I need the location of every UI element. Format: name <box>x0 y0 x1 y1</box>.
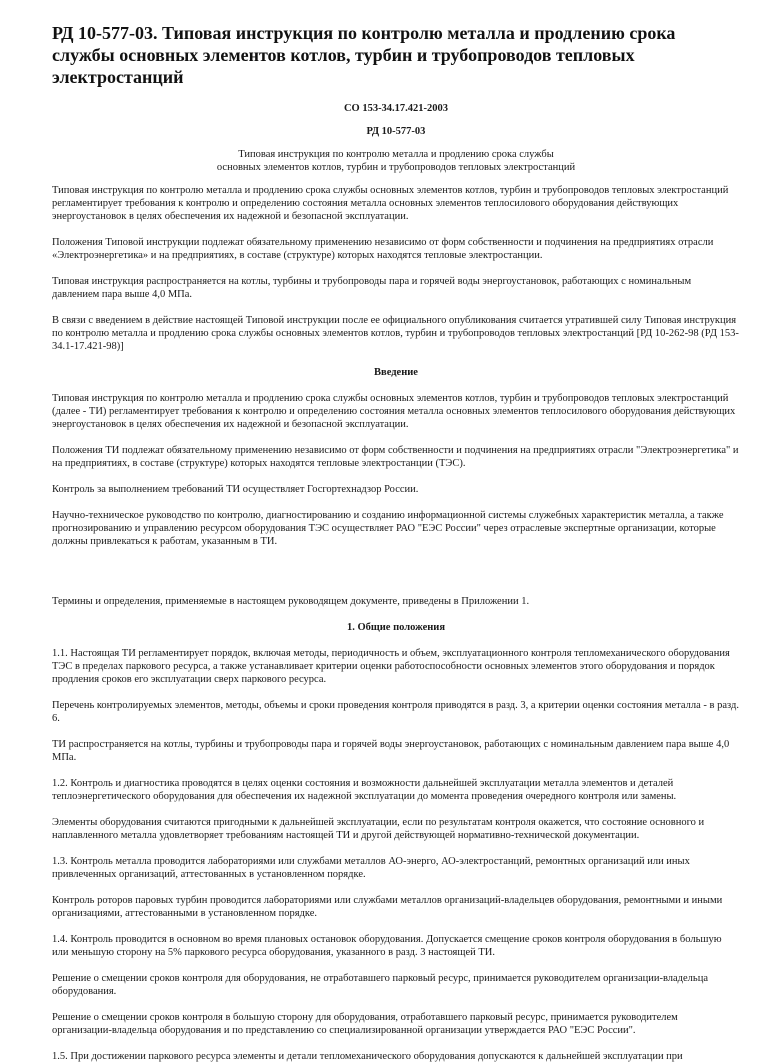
paragraph: 1.4. Контроль проводится в основном во время плановых остановок оборудования. Допускается смещение сроков контроля оборудования в большую или меньшую сторону на 5% паркового ресурса оборудования, указанного в разд. 3 настоящей ТИ. <box>52 934 722 958</box>
terms-paragraph: Термины и определения, применяемые в настоящем руководящем документе, приведены в Приложении 1. <box>52 596 530 607</box>
subtitle-line-1: Типовая инструкция по контролю металла и продлению срока службы <box>238 149 554 160</box>
paragraph: 1.2. Контроль и диагностика проводятся в целях оценки состояния и возможности дальнейшей эксплуатации металла элементов и деталей теплоэнергетического оборудования для обеспечения их надежной эксплуатации до момента проведения очередного контроля или замены. <box>52 778 677 802</box>
paragraph: Элементы оборудования считаются пригодными к дальнейшей эксплуатации, если по результатам контроля окажется, что состояние основного и наплавленного металла удовлетворяет требованиям настоящей ТИ и другой действующей нормативно-технической документации. <box>52 817 705 841</box>
paragraph: Положения Типовой инструкции подлежат обязательному применению независимо от форм собственности и подчинения на предприятиях отрасли «Электроэнергетика» и на предприятиях, в составе (структуре) которых находятся тепловые электростанции. <box>52 237 714 261</box>
intro-heading: Введение <box>374 367 418 378</box>
subtitle-line-2: основных элементов котлов, турбин и трубопроводов тепловых электростанций <box>216 162 576 173</box>
paragraph: Контроль за выполнением требований ТИ осуществляет Госгортехнадзор России. <box>52 484 419 495</box>
paragraph: Типовая инструкция распространяется на котлы, турбины и трубопроводы пара и горячей воды энергоустановок, работающих с номинальным давлением пара выше 4,0 МПа. <box>52 276 692 300</box>
paragraph: Типовая инструкция по контролю металла и продлению срока службы основных элементов котлов, турбин и трубопроводов тепловых электростанций регламентирует требования к контролю и определению состояния металла основных элементов теплосилового оборудования действующих энергоустановок в целях обеспечения их надежной и безопасной эксплуатации. <box>52 185 729 222</box>
paragraph: ТИ распространяется на котлы, турбины и трубопроводы пара и горячей воды энергоустановок, работающих с номинальным давлением пара выше 4,0 МПа. <box>52 739 730 763</box>
paragraph: Научно-техническое руководство по контролю, диагностированию и созданию информационной системы служебных характеристик металла, а также прогнозированию и управлению ресурсом оборудования ТЭС осуществляет РАО "ЕЭС России" через отраслевые экспертные организации, которые должны привлекаться к работам, указанным в ТИ. <box>52 510 724 547</box>
code-rd: РД 10-577-03 <box>366 126 426 137</box>
paragraph: 1.3. Контроль металла проводится лабораториями или службами металлов АО-энерго, АО-электростанций, ремонтных организаций или иных привлеченных организаций, аттестованных в установленном порядке. <box>52 856 690 880</box>
document-title: РД 10-577-03. Типовая инструкция по контролю металла и продлению срока службы основных элементов котлов, турбин и трубопроводов тепловых электростанций <box>52 23 676 87</box>
code-so: СО 153-34.17.421-2003 <box>343 103 449 114</box>
paragraph: Положения ТИ подлежат обязательному применению независимо от форм собственности и подчинения на предприятиях отрасли "Электроэнергетика" и на предприятиях, в составе (структуре) которых находятся тепловые электростанции (ТЭС). <box>52 445 739 469</box>
paragraph: Решение о смещении сроков контроля в большую сторону для оборудования, отработавшего парковый ресурс, принимается руководителем организации-владельца оборудования и по представлению со специализированной организации утверждается РАО "ЕЭС России". <box>52 1012 678 1036</box>
paragraph: 1.1. Настоящая ТИ регламентирует порядок, включая методы, периодичность и объем, эксплуатационного контроля тепломеханического оборудования ТЭС в пределах паркового ресурса, а также устанавливает критерии оценки работоспособности основных элементов этого оборудования и порядок продления сроков его эксплуатации сверх паркового ресурса. <box>52 648 730 685</box>
paragraph: 1.5. При достижении паркового ресурса элементы и детали тепломеханического оборудования допускаются к дальнейшей эксплуатации при <box>52 1051 683 1062</box>
paragraph: В связи с введением в действие настоящей Типовой инструкции после ее официального опубликования считается утратившей силу Типовая инструкция по контролю металла и продлению срока службы основных элементов котлов, турбин и трубопроводов тепловых электростанций [РД 10-262-98 (РД 153-34.1-17.421-98)] <box>52 315 739 352</box>
paragraph: Типовая инструкция по контролю металла и продлению срока службы основных элементов котлов, турбин и трубопроводов тепловых электростанций (далее - ТИ) регламентирует требования к контролю и определению состояния металла основных элементов теплосилового оборудования действующих энергоустановок в целях обеспечения их надежной и безопасной эксплуатации. <box>52 393 736 430</box>
paragraph: Контроль роторов паровых турбин проводится лабораториями или службами металлов организаций-владельцев оборудования, ремонтными и иными организациями, аттестованными в установленном порядке. <box>52 895 723 919</box>
paragraph: Перечень контролируемых элементов, методы, объемы и сроки проведения контроля приводятся в разд. 3, а критерии оценки состояния металла - в разд. 6. <box>52 700 739 724</box>
paragraph: Решение о смещении сроков контроля для оборудования, не отработавшего парковый ресурс, принимается руководителем организации-владельца оборудования. <box>52 973 708 997</box>
section-1-heading: 1. Общие положения <box>346 622 446 633</box>
